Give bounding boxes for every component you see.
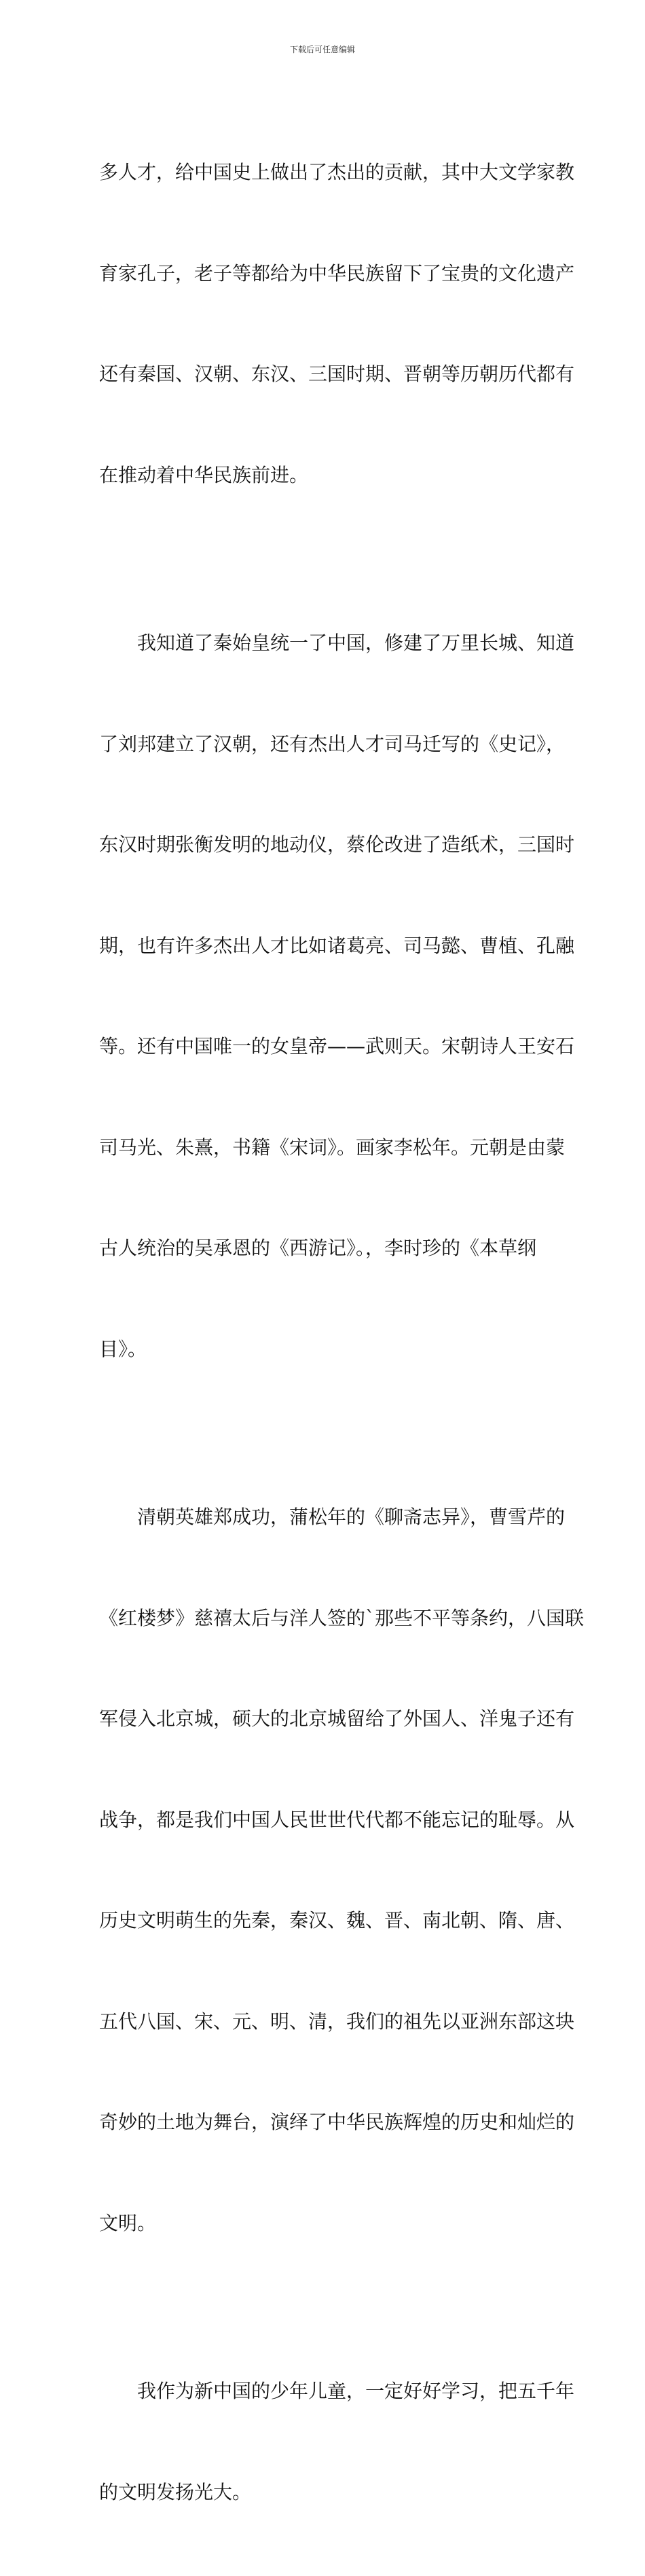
- paragraph: [99, 88, 575, 559]
- text-line: 文明。: [99, 2211, 157, 2234]
- header-note: 下载后可任意编辑: [289, 45, 355, 54]
- text-line: 在推动着中华民族前进。: [99, 463, 309, 486]
- text-line: 我作为新中国的少年儿童，一定好好学习，把五千年: [99, 2380, 575, 2402]
- text-line: 军侵入北京城，硕大的北京城留给了外国人、洋鬼子还有: [99, 1707, 575, 1730]
- text-line: 等。还有中国唯一的女皇帝——武则天。宋朝诗人王安石: [99, 1035, 575, 1057]
- text-line: 司马光、朱熹，书籍《宋词》。画家李松年。元朝是由蒙: [99, 1136, 566, 1159]
- text-line: 了刘邦建立了汉朝，还有杰出人才司马迁写的《史记》，: [99, 732, 566, 755]
- text-line: 多人才，给中国史上做出了杰出的贡献，其中大文学家教: [99, 161, 575, 183]
- text-line: 期，也有许多杰出人才比如诸葛亮、司马懿、曹植、孔融: [99, 934, 575, 957]
- text-line: 古人统治的吴承恩的《西游记》。，李时珍的《本草纲: [99, 1237, 537, 1259]
- text-line: 目》。: [99, 1337, 147, 1360]
- document-body: [99, 88, 585, 2576]
- text-line: 我知道了秦始皇统一了中国，修建了万里长城、知道: [99, 632, 575, 654]
- text-line: 五代八国、宋、元、明、清，我们的祖先以亚洲东部这块: [99, 2010, 575, 2033]
- text-line: 历史文明萌生的先秦，秦汉、魏、晋、南北朝、隋、唐、: [99, 1909, 575, 1931]
- text-line: 东汉时期张衡发明的地动仪，蔡伦改进了造纸术，三国时: [99, 833, 575, 856]
- paragraph: [99, 559, 575, 1433]
- text-line: 战争，都是我们中国人民世世代代都不能忘记的耻辱。从: [99, 1808, 575, 1831]
- paragraph: [99, 1433, 585, 2307]
- paragraph: [99, 2307, 575, 2576]
- text-line: 《红楼梦》慈禧太后与洋人签的`那些不平等条约，八国联: [99, 1606, 585, 1629]
- text-line: 育家孔子，老子等都给为中华民族留下了宝贵的文化遗产: [99, 261, 575, 285]
- text-line: 奇妙的土地为舞台，演绎了中华民族辉煌的历史和灿烂的: [99, 2111, 575, 2133]
- text-line: 的文明发扬光大。: [99, 2480, 252, 2503]
- text-line: 还有秦国、汉朝、东汉、三国时期、晋朝等历朝历代都有: [99, 363, 575, 385]
- text-line: 清朝英雄郑成功，蒲松年的《聊斋志异》，曹雪芹的: [99, 1506, 566, 1528]
